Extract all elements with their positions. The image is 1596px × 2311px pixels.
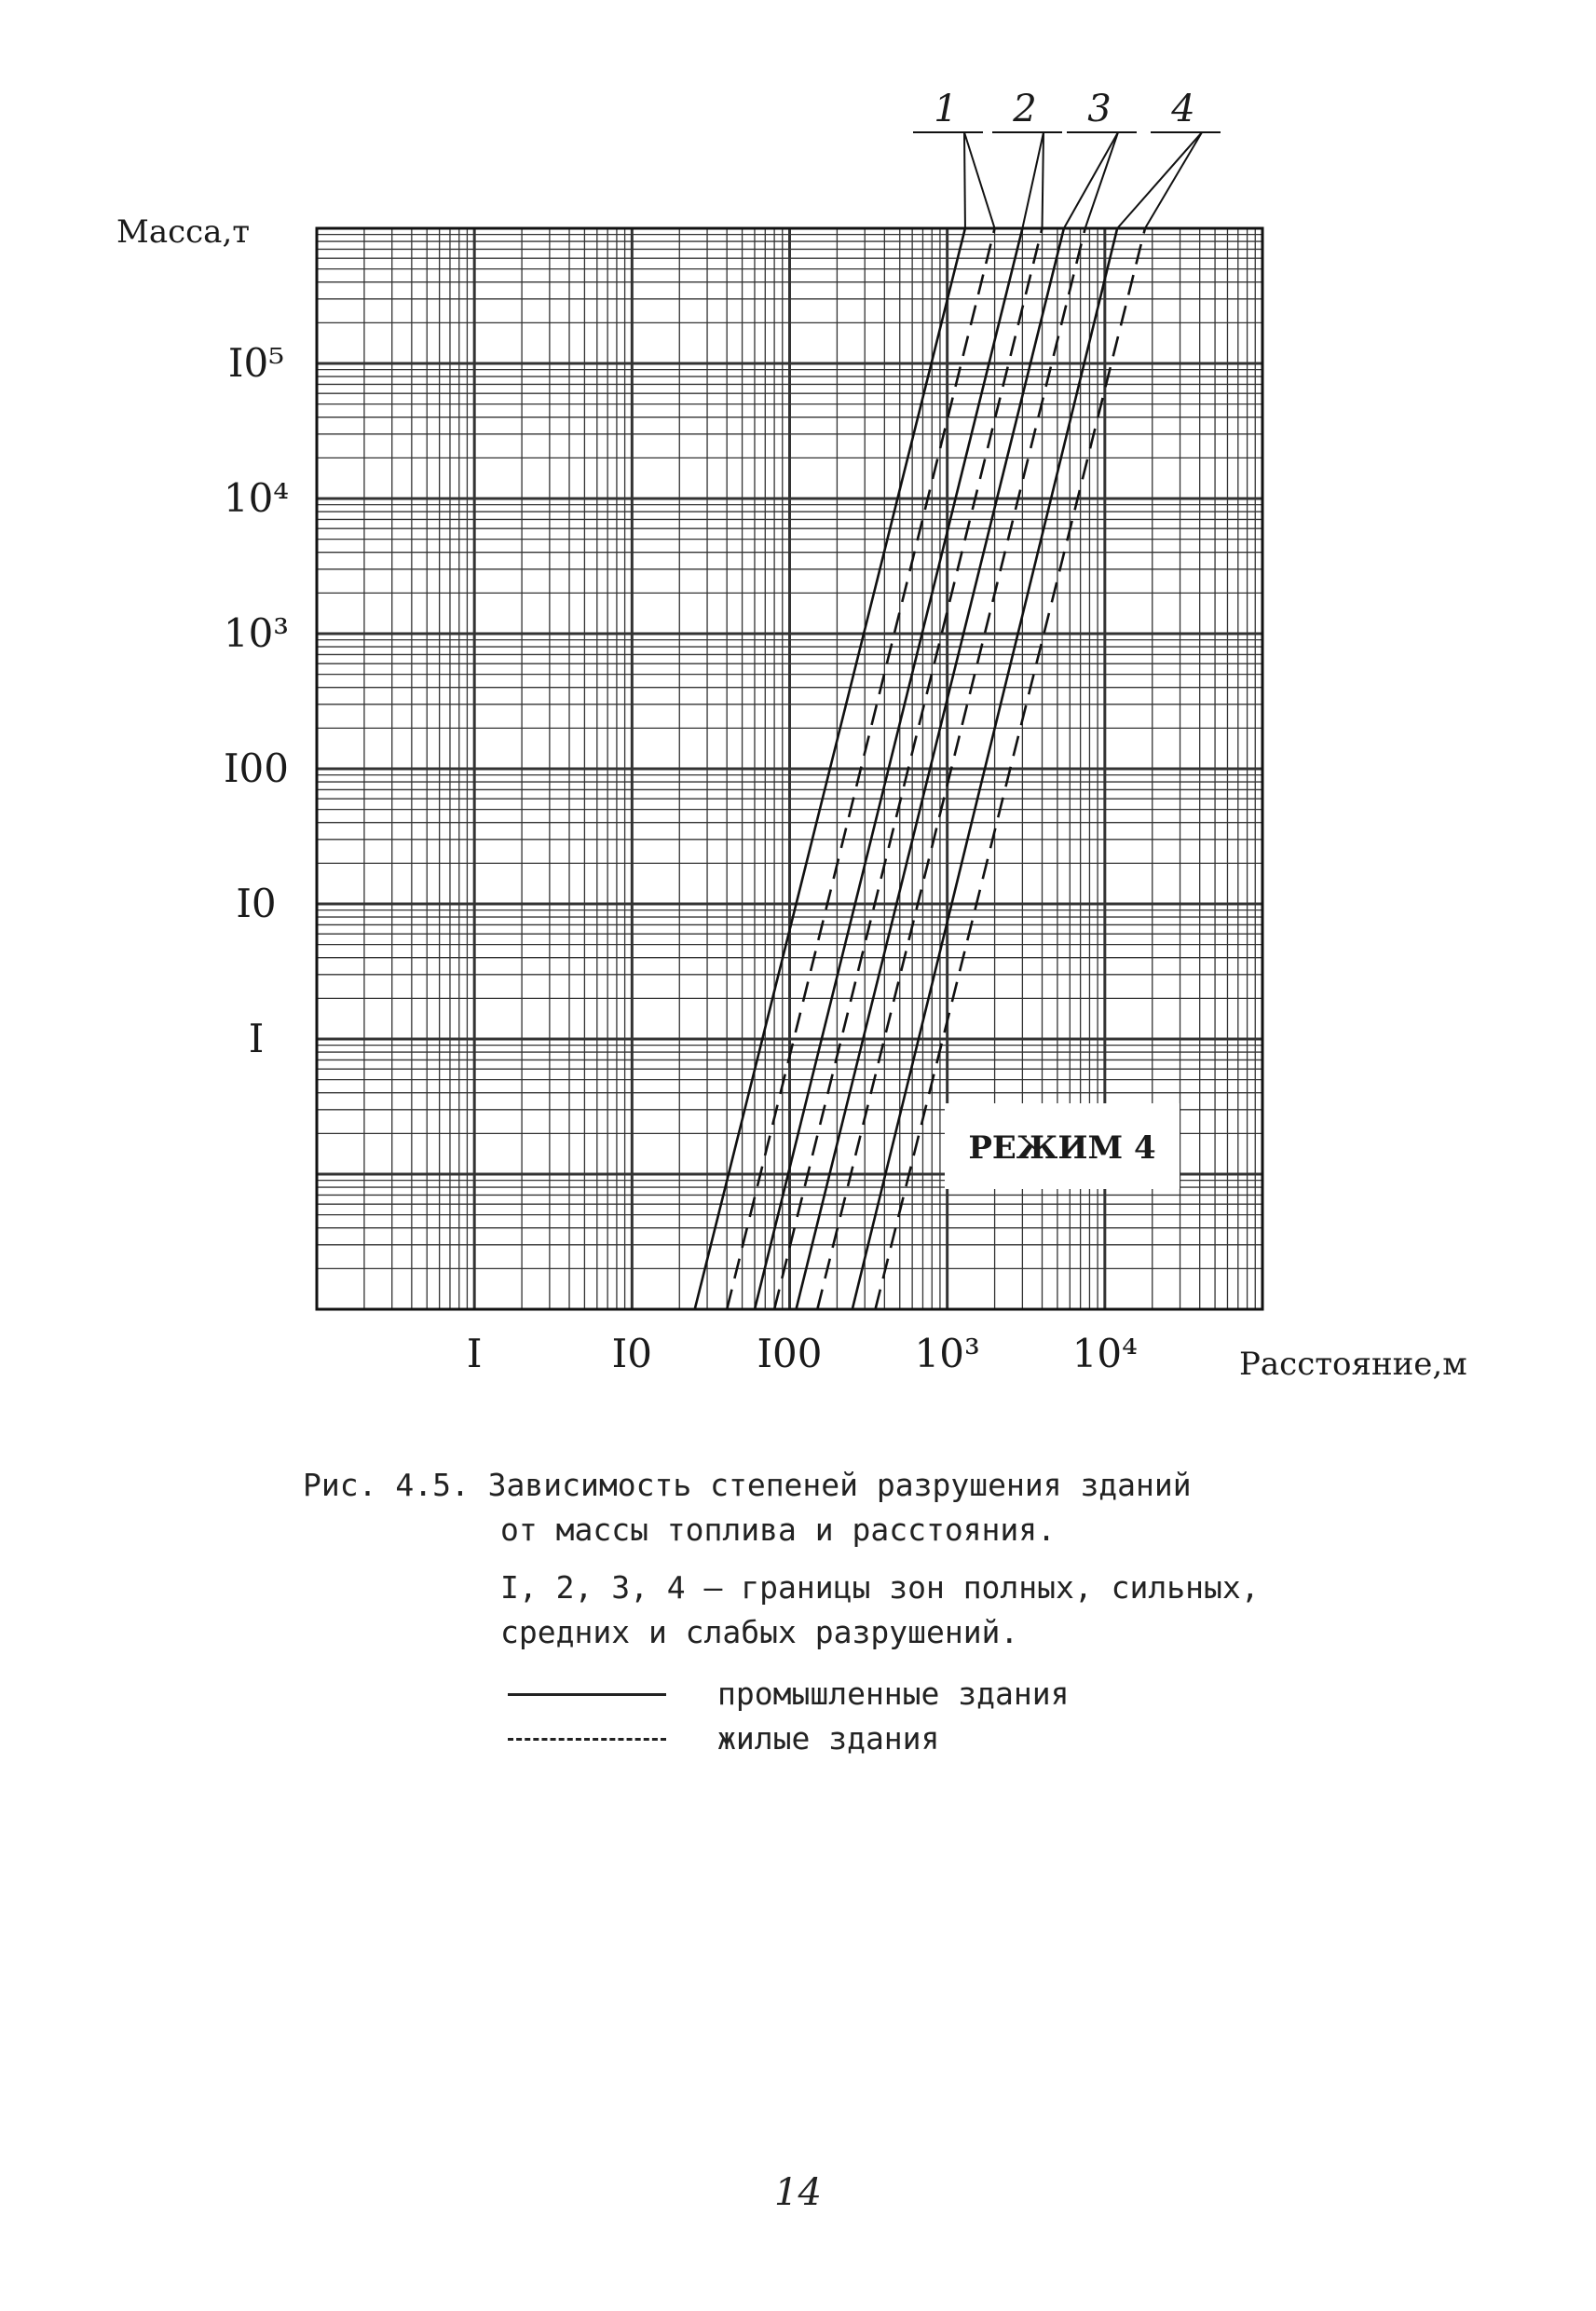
y-tick-label: 10³ (223, 610, 290, 656)
curve-label-leader (1022, 132, 1044, 228)
curve-label-leader (964, 132, 965, 228)
y-axis-title: Масса,т (116, 213, 251, 251)
curve-label: 1 (934, 88, 958, 130)
legend (303, 1672, 1421, 1761)
mode-annotation-text: РЕЖИМ 4 (968, 1129, 1156, 1167)
y-tick-label: I00 (223, 745, 290, 791)
curve-label-leader (1145, 132, 1202, 228)
mode-annotation (946, 1104, 1179, 1188)
chart-ticks (224, 340, 1138, 1376)
y-tick-label: I0⁵ (227, 340, 285, 386)
y-tick-label: I (248, 1016, 265, 1061)
legend-label: промышленные здания (717, 1675, 1070, 1712)
page-number: 14 (774, 2171, 822, 2214)
curve-labels (913, 88, 1221, 228)
legend-item-solid (303, 1672, 1421, 1716)
y-tick-label: 10⁴ (223, 475, 290, 521)
dashed-line-swatch (508, 1738, 666, 1741)
x-tick-label: I00 (757, 1331, 823, 1376)
legend-item-dashed (303, 1716, 1421, 1761)
x-tick-label: 10⁴ (1071, 1331, 1138, 1376)
y-tick-label: I0 (236, 881, 277, 926)
curve-label-leader (964, 132, 995, 228)
curve-label: 2 (1013, 88, 1037, 130)
caption-line-4: средних и слабых разрушений. (500, 1614, 1019, 1650)
x-tick-label: I0 (611, 1331, 652, 1376)
curve-label: 3 (1087, 88, 1112, 130)
legend-label: жилые здания (717, 1720, 940, 1757)
caption-line-3: I, 2, 3, 4 – границы зон полных, сильных, (500, 1569, 1260, 1606)
curve-label-leader (1117, 132, 1202, 228)
x-tick-label: I (466, 1331, 483, 1376)
curve-label-leader (1043, 132, 1044, 228)
caption-line-1: Рис. 4.5. Зависимость степеней разрушения зданий (303, 1467, 1192, 1503)
figure-caption (303, 1463, 1421, 1761)
solid-line-swatch (508, 1693, 666, 1696)
x-axis-title: Расстояние,м (1239, 1346, 1467, 1383)
curve-label: 4 (1171, 88, 1195, 130)
caption-line-2: от массы топлива и расстояния. (500, 1511, 1057, 1548)
x-tick-label: 10³ (914, 1331, 980, 1376)
